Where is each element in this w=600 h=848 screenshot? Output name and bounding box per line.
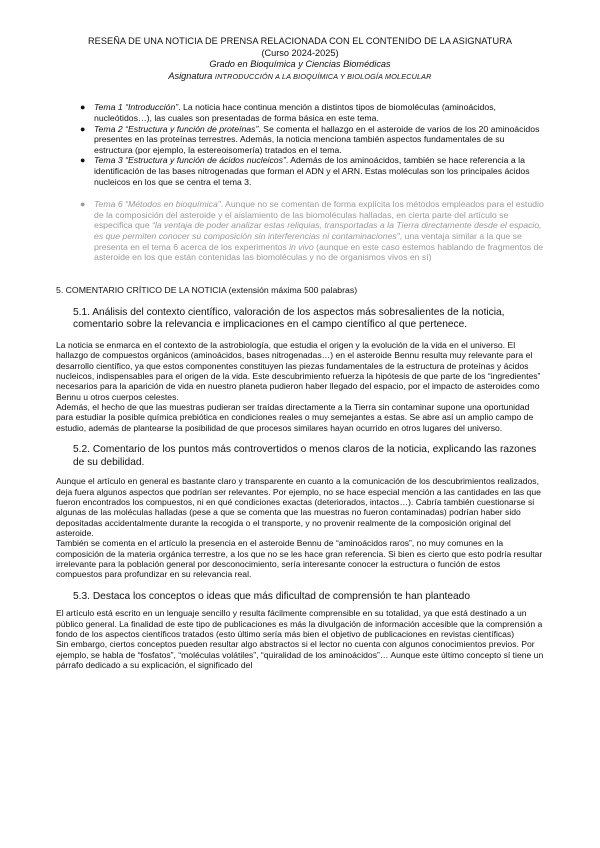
subsection-5-3-title: 5.3. Destaca los conceptos o ideas que más dificultad de comprensión te han planteado: [73, 590, 470, 602]
bullet-icon: ●: [80, 155, 86, 166]
topic-text: . La noticia hace continua mención a distintos tipos de biomoléculas (aminoácidos, nucleótidos…), las cuales son presentadas de forma básica en este tema.: [94, 102, 496, 123]
paragraph: Aunque el artículo en general es bastante claro y transparente en cuanto a la comunicación de los descubrimientos realizados, deja fuera algunos aspectos que podrían ser relevantes. Por ejemplo, no se hace especial mención a las cantidades en las que fueron encontrados los compuestos, ni en qué condiciones exactas (deteriorados, intactos…). Cabría también cuestionarse si algunas de las moléculas halladas (pese a que se comenta que las muestras no fueron contaminadas) podrían haber sido depositadas accidentalmente durante la recogida o el transporte, y no provenir realmente de la composición original del asteroide.: [56, 476, 541, 538]
topic-text: . Se comenta el hallazgo en el asteroide de varios de los 20 aminoácidos presentes en las proteínas terrestres. Además, la noticia menciona también aspectos fundamentales de su estructura (por ejemplo, la estereoisomería) tratados en el tema.: [94, 123, 540, 155]
document-title: RESEÑA DE UNA NOTICIA DE PRENSA RELACIONADA CON EL CONTENIDO DE LA ASIGNATURA: [87, 36, 513, 46]
topic-label: Tema 1 “Introducción”: [94, 102, 179, 113]
paragraph: El artículo está escrito en un lenguaje sencillo y resulta fácilmente comprensible en su totalidad, ya que está destinado a un público general. La finalidad de este tipo de publicaciones es más la divulgación de información accesible que la comprensión a fondo de los aspectos científicos tratados (esto último sería más bien el objetivo de publicaciones en revistas científicas): [56, 608, 543, 639]
topic-label: Tema 6 “Métodos en bioquímica”: [94, 199, 221, 210]
topic-text: . Aunque no se comentan de forma explícita los métodos empleados para el estudio de la composición del asteroide y el aislamiento de las biomoléculas halladas, en cierta parte del artículo se especifica que: [94, 199, 544, 231]
list-item: [80, 102, 544, 123]
topic-label: Tema 2 “Estructura y función de proteínas”: [94, 123, 259, 134]
document-header: [56, 36, 544, 82]
subject-prefix: Asignatura: [168, 70, 215, 81]
course-year: (Curso 2024-2025): [261, 47, 339, 58]
bullet-icon: ●: [80, 123, 86, 134]
subsection-5-2-title: 5.2. Comentario de los puntos más controvertidos o menos claros de la noticia, explicando las razones de su debilidad.: [73, 443, 537, 468]
subsection-5-1-title: 5.1. Análisis del contexto científico, valoración de los aspectos más sobresalientes de la noticia, comentario sobre la relevancia e implicaciones en el campo científico al que pertenece.: [73, 306, 505, 331]
topics-list: [56, 102, 544, 262]
topic-text: , una ventaja similar a la que se presenta en el tema 6 acerca de los experimentos: [94, 230, 522, 252]
paragraph: También se comenta en el artículo la presencia en el asteroide Bennu de “aminoácidos raros”, no muy comunes en la composición de la materia orgánica terrestre, a los que no se les hace gran referencia. Si bien es cierto que esto podría resultar irrelevante para la población general por desconocimiento, sería interesante conocer la estructura o función de estos compuestos para profundizar en su relevancia real.: [56, 538, 543, 580]
bullet-icon: ●: [80, 199, 86, 210]
topic-quote: “la ventaja de poder analizar estas reliquias, transportadas a la Tierra directamente desde el espacio, es que permiten conocer su composición sin interferencias ni contaminaciones”: [94, 220, 542, 241]
topic-label: Tema 3 “Estructura y función de ácidos nucleicos”: [94, 155, 286, 166]
in-vivo-term: in vivo: [289, 241, 314, 252]
topic-text: . Además de los aminoácidos, también se hace referencia a la identificación de las bases nitrogenadas que forman el ADN y el ARN. Estas moléculas son los principales ácidos nucleicos en los que se centra el tema 3.: [94, 155, 530, 187]
paragraph: Además, el hecho de que las muestras pudieran ser traídas directamente a la Tierra sin contaminar supone una oportunidad para estudiar la posible química prebiótica en condiciones reales o muy semejantes a estas. Se abre así un amplio campo de estudio, además de plantearse la posibilidad de que procesos similares hayan ocurrido en otros lugares del universo.: [56, 401, 534, 433]
list-item: [80, 124, 544, 156]
subject-name: INTRODUCCIÓN A LA BIOQUÍMICA Y BIOLOGÍA MOLECULAR: [214, 71, 432, 81]
topic-text: (aunque en este caso estemos hablando de fragmentos de asteroide en los que están contenidas las biomoléculas y no de organismos vivos en sí): [94, 241, 544, 263]
section-5-title: 5. COMENTARIO CRÍTICO DE LA NOTICIA (extensión máxima 500 palabras): [56, 284, 358, 295]
subject-line: [56, 71, 544, 83]
paragraph: La noticia se enmarca en el contexto de la astrobiología, que estudia el origen y la evolución de la vida en el universo. El hallazgo de compuestos orgánicos (aminoácidos, bases nitrogenadas…) en el asteroide Bennu resulta muy relevante para el desarrollo científico, ya que estos componentes constituyen las piezas fundamentales de la estructura de proteínas y ácidos nucleicos, indispensables para el origen de la vida. Este descubrimiento refuerza la hipótesis de que parte de los “ingredientes” necesarios para la aparición de vida en nuestro planeta pudieron haber llegado del espacio, por el impacto de asteroides como Bennu u otros cuerpos celestes.: [56, 339, 541, 402]
paragraph: Sin embargo, ciertos conceptos pueden resultar algo abstractos si el lector no cuenta con algunos conocimientos previos. Por ejemplo, se habla de “fosfatos”, “moléculas volátiles”, “quiralidad de los aminoácidos”… Aunque este último concepto sí tiene un párrafo dedicado a su explicación, el significado del: [56, 639, 544, 670]
list-item: [80, 155, 544, 187]
list-item: [80, 199, 544, 263]
degree-name: Grado en Bioquímica y Ciencias Biomédicas: [209, 59, 391, 70]
bullet-icon: ●: [80, 102, 86, 113]
